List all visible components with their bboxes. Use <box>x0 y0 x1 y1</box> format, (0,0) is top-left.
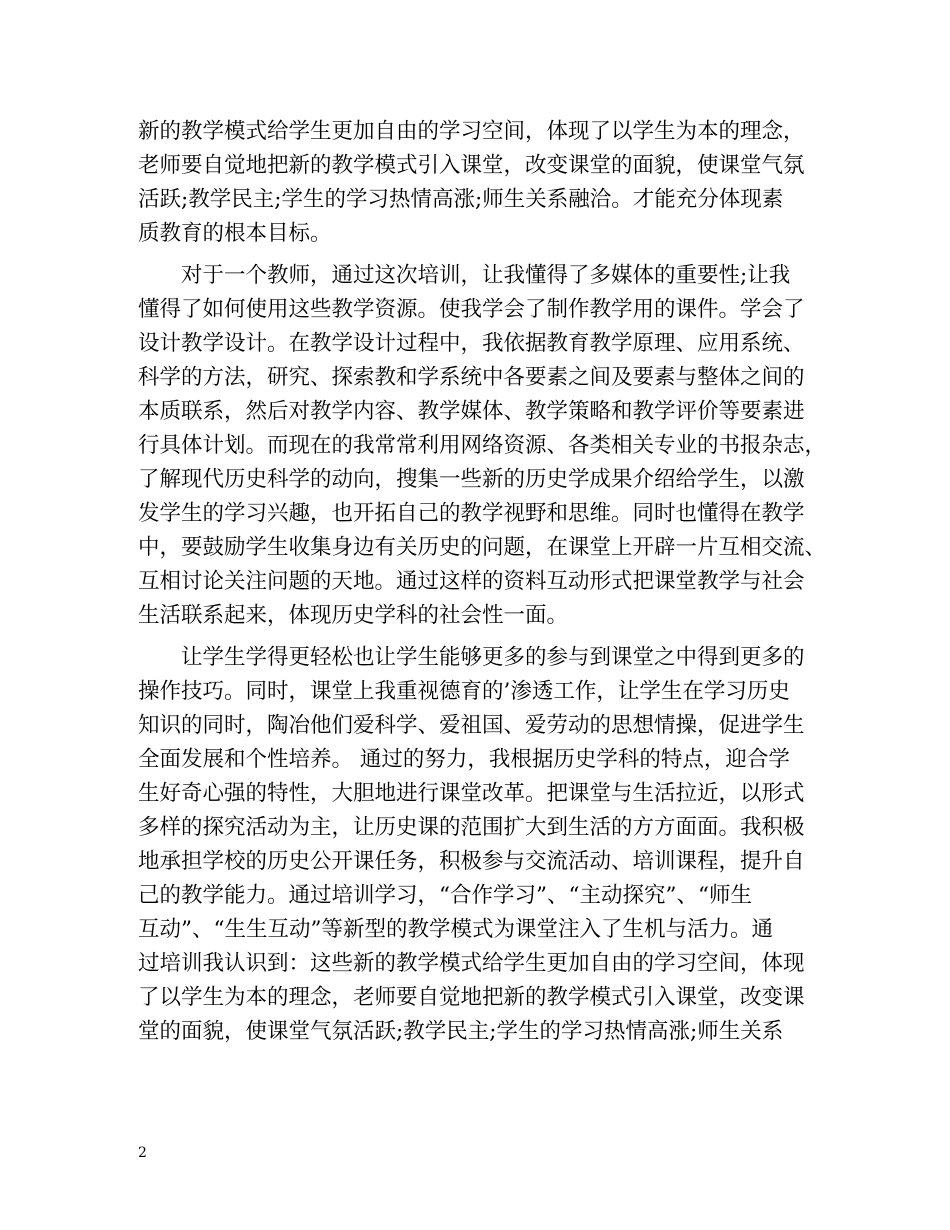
text-line: 过培训我认识到：这些新的教学模式给学生更加自由的学习空间，体现 <box>138 951 805 976</box>
text-line: 活跃;教学民主;学生的学习热情高涨;师生关系融洽。才能充分体现素 <box>138 187 784 212</box>
text-line: 生活联系起来，体现历史学科的社会性一面。 <box>138 603 569 628</box>
text-line: 新的教学模式给学生更加自由的学习空间，体现了以学生为本的理念， <box>138 119 805 144</box>
text-line: 发学生的学习兴趣，也开拓自己的教学视野和思维。同时也懂得在教学 <box>138 501 805 526</box>
page-number: 2 <box>138 1145 147 1161</box>
text-line: 中，要鼓励学生收集身边有关历史的问题，在课堂上开辟一片互相交流、 <box>138 535 827 560</box>
text-line: 多样的探究活动为主，让历史课的范围扩大到生活的方方面面。我积极 <box>138 815 805 840</box>
text-line: 本质联系，然后对教学内容、教学媒体、教学策略和教学评价等要素进 <box>138 399 805 424</box>
text-line: 互动”、“生生互动”等新型的教学模式为课堂注入了生机与活力。通 <box>138 917 773 942</box>
text-line: 懂得了如何使用这些教学资源。使我学会了制作教学用的课件。学会了 <box>138 297 805 322</box>
text-line: 地承担学校的历史公开课任务，积极参与交流活动、培训课程，提升自 <box>138 849 805 874</box>
text-line: 了以学生为本的理念，老师要自觉地把新的教学模式引入课堂，改变课 <box>138 985 805 1010</box>
text-line: 知识的同时，陶冶他们爱科学、爱祖国、爱劳动的思想情操，促进学生 <box>138 713 805 738</box>
text-line: 设计教学设计。在教学设计过程中，我依据教育教学原理、应用系统、 <box>138 331 805 356</box>
text-line: 了解现代历史科学的动向，搜集一些新的历史学成果介绍给学生，以激 <box>138 467 805 492</box>
text-line: 操作技巧。同时，课堂上我重视德育的’渗透工作，让学生在学习历史 <box>138 679 790 704</box>
text-line: 堂的面貌，使课堂气氛活跃;教学民主;学生的学习热情高涨;师生关系 <box>138 1019 784 1044</box>
text-line: 让学生学得更轻松也让学生能够更多的参与到课堂之中得到更多的 <box>138 645 805 670</box>
text-line: 行具体计划。而现在的我常常利用网络资源、各类相关专业的书报杂志， <box>138 433 827 458</box>
text-line: 互相讨论关注问题的天地。通过这样的资料互动形式把课堂教学与社会 <box>138 569 805 594</box>
text-line: 质教育的根本目标。 <box>138 221 332 246</box>
text-line: 全面发展和个性培养。 通过的努力，我根据历史学科的特点，迎合学 <box>138 747 790 772</box>
text-line: 生好奇心强的特性，大胆地进行课堂改革。把课堂与生活拉近，以形式 <box>138 781 805 806</box>
text-line: 对于一个教师，通过这次培训，让我懂得了多媒体的重要性;让我 <box>138 263 791 288</box>
text-line: 己的教学能力。通过培训学习，“合作学习”、“主动探究”、“师生 <box>138 883 752 908</box>
text-line: 老师要自觉地把新的教学模式引入课堂，改变课堂的面貌，使课堂气氛 <box>138 153 805 178</box>
text-line: 科学的方法，研究、探索教和学系统中各要素之间及要素与整体之间的 <box>138 365 805 390</box>
